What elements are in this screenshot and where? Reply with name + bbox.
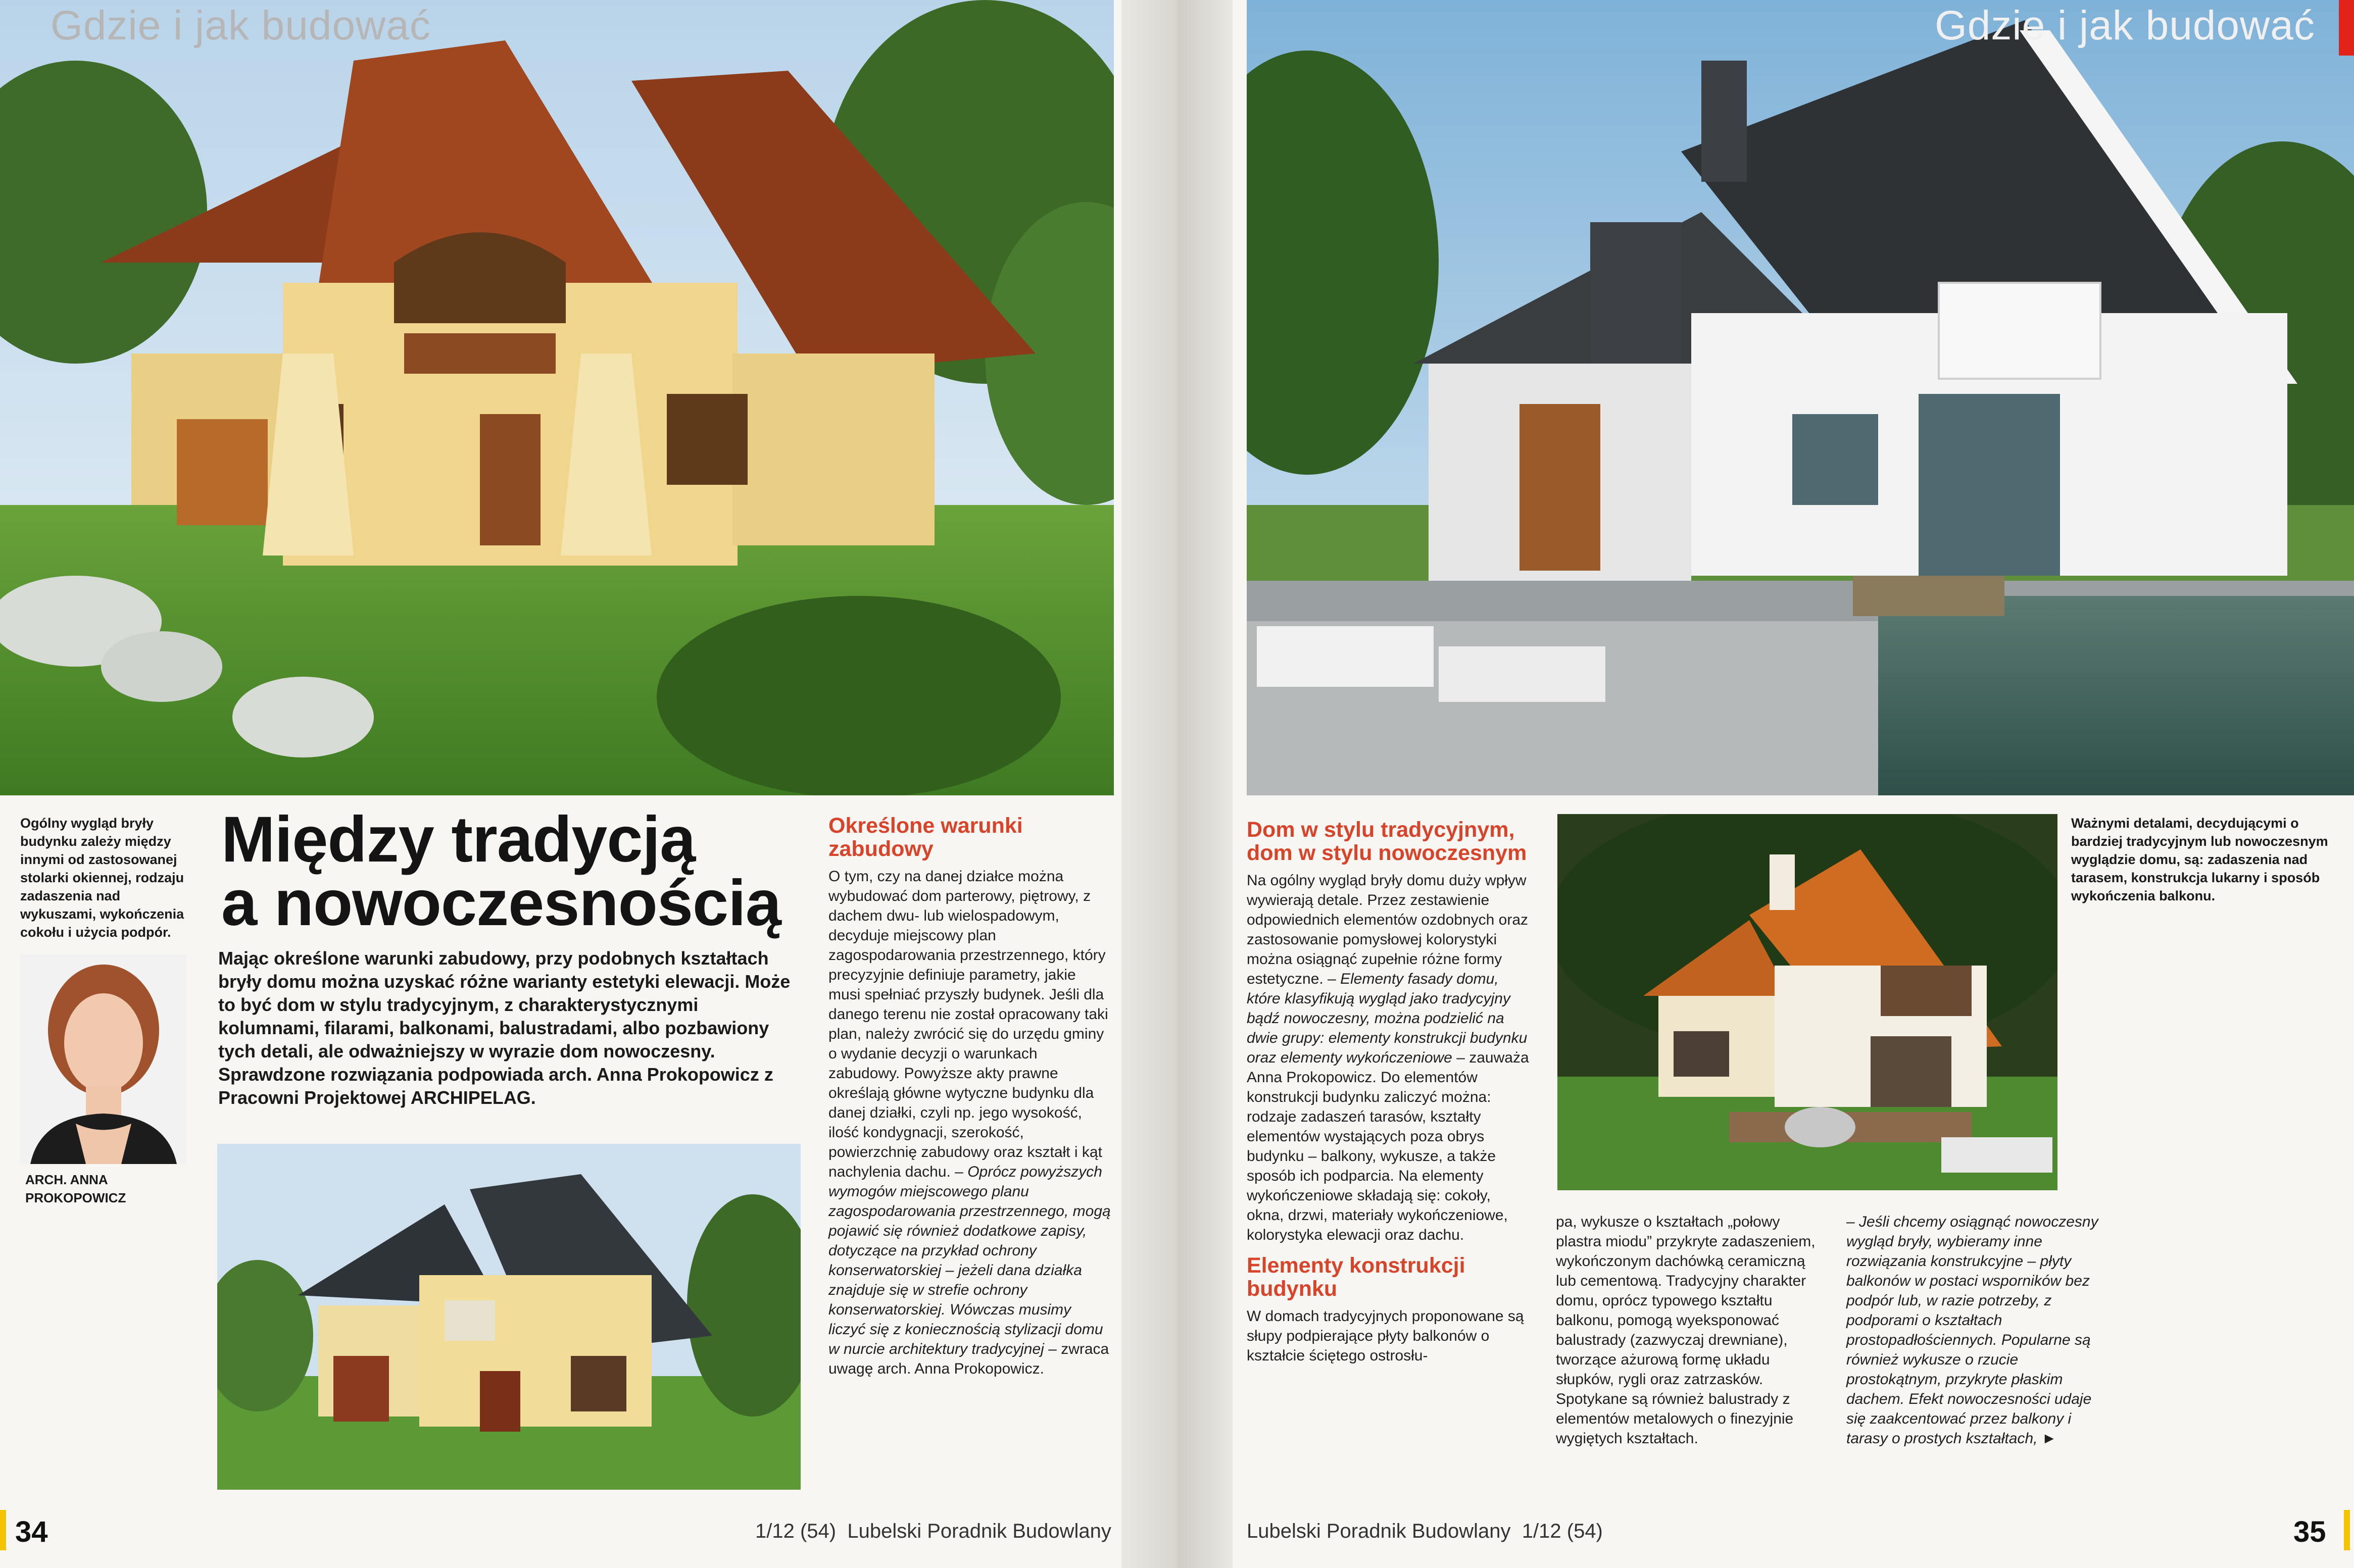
title-line-1: Między tradycją <box>221 803 696 876</box>
subhead-warunki: Określone warunki zabudowy <box>828 814 1023 861</box>
page-number: 34 <box>15 1515 48 1548</box>
section-label: Gdzie i jak budować <box>51 3 431 48</box>
right-page <box>1233 0 2354 1568</box>
left-page <box>0 0 1121 1568</box>
column-text-end: – zauważa Anna Prokopowicz. Do elementów konstrukcji budynku zaliczyć można: rodzaje zadaszeń tarasów, kształty elementów wystających poza obrys budynku – balkony, wykusze, a także sposób ich podparcia. Na elementy wykończeniowe składają się: cokoły, okna, drzwi, materiały wykończeniowe, kolorystyka elewacji oraz dachu. <box>1247 1049 1529 1243</box>
column-zabudowa <box>828 814 1111 1379</box>
column-text: O tym, czy na danej działce można wybudować dom parterowy, piętrowy, z dachem dwu- lub wielospadowym, decyduje miejscowy plan zagospodarowania przestrzennego, który precyzyjnie definiuje parametry, jakie musi spełniać przyszły budynek. Jeśli dla danego terenu nie został opracowany taki plan, należy zwrócić się do urzędu gminy o wydanie decyzji o warunkach zabudowy. Powyższe akty prawne określają główne wytyczne budynku dla danej działki, czyli np. jego wysokość, ilość kondygnacji, szerokość, powierzchnię zabudowy oraz kształt i kąt nachylenia dachu. – <box>828 868 1108 1180</box>
lead-paragraph: Mając określone warunki zabudowy, przy podobnych kształtach bryły domu można uzyskać różne warianty estetyki elewacji. Może to być dom w stylu tradycyjnym, z charakterystycznymi kolumnami, filarami, balkonami, balustradami, albo pozbawiony tych detali, ale odważniejszy w wyrazie dom nowoczesny. Sprawdzone rozwiązania podpowiada arch. Anna Prokopowicz z Pracowni Projektowej ARCHIPELAG. <box>218 948 791 1108</box>
photo-house-dark-roof <box>217 1144 801 1490</box>
footer-issue: 1/12 (54) <box>1522 1520 1603 1542</box>
column-quote: Elementy fasady domu, które klasyfikują wygląd jako tradycyjny bądź nowoczesny, można podzielić na dwie grupy: elementy konstrukcji budynku oraz elementy wykończeniowe <box>1247 971 1528 1066</box>
continue-arrow: ► <box>2041 1430 2057 1447</box>
spine <box>1121 0 1233 1568</box>
page-number: 35 <box>2293 1515 2326 1548</box>
footer-issue: 1/12 (54) <box>755 1520 837 1542</box>
column-styles <box>1247 818 1530 1365</box>
section-tab <box>2339 0 2354 56</box>
page-marker <box>0 1510 6 1550</box>
column-text-2: W domach tradycyjnych proponowane są słupy podpierające płyty balkonów o kształcie ściętego ostrosłu- <box>1247 1308 1524 1364</box>
section-label: Gdzie i jak budować <box>1935 3 2315 48</box>
footer <box>1247 1520 1603 1543</box>
author-portrait <box>20 954 187 1164</box>
footer <box>755 1520 1111 1543</box>
page-title <box>221 803 807 939</box>
photo-orange-roof-house <box>1557 814 2057 1190</box>
photo-caption: Ważnymi detalami, decydującymi o bardziej tradycyjnym lub nowoczesnym wyglądzie domu, są: zadaszenia nad tarasem, konstrukcja lukarny i sposób wykończenia balkonu. <box>2071 816 2328 903</box>
photo-traditional-house <box>0 0 1114 795</box>
footer-title: Lubelski Poradnik Budowlany <box>1247 1520 1511 1542</box>
column-text: Na ogólny wygląd bryły domu duży wpływ wywierają detale. Przez zestawienie odpowiednich elementów ozdobnych oraz zastosowanie pomysłowej kolorystyki można osiągnąć zupełnie różne formy estetyczne. – <box>1247 872 1529 987</box>
author-caption: ARCH. ANNA PROKOPOWICZ <box>25 1172 126 1205</box>
column-continued <box>1556 1212 1819 1448</box>
subhead-style: Dom w stylu tradycyjnym, dom w stylu nowoczesnym <box>1247 818 1527 865</box>
column-modern <box>1846 1212 2104 1448</box>
page-marker <box>2344 1510 2350 1550</box>
photo-modern-house <box>1247 0 2354 795</box>
column-quote: – Jeśli chcemy osiągnąć nowoczesny wygląd bryły, wybieramy inne rozwiązania konstrukcyjne – płyty balkonów w postaci wsporników bez podpór lub, w razie potrzeby, z podporami o kształtach prostopadłościennych. Popularne są również wykusze o rzucie prostokątnym, przykryte płaskim dachem. Efekt nowoczesności udaje się zaakcentować przez balkony i tarasy o prostych kształtach, <box>1846 1213 2098 1447</box>
column-quote: Oprócz powyższych wymogów miejscowego planu zagospodarowania przestrzennego, mogą pojawić się również dodatkowe zapisy, dotyczące na przykład ochrony konserwatorskiej – jeżeli dana działka znajduje się w strefie ochrony konserwatorskiej. Wówczas musimy liczyć się z koniecznością stylizacji domu w nurcie architektury tradycyjnej <box>828 1164 1111 1357</box>
title-line-2: a nowoczesnością <box>221 867 781 939</box>
photo-caption: Ogólny wygląd bryły budynku zależy między innymi od zastosowanej stolarki okiennej, rodzaju zadaszenia nad wykuszami, wykończenia cokołu i użycia podpór. <box>20 816 184 940</box>
column-text-end: – zwraca uwagę arch. Anna Prokopowicz. <box>828 1341 1109 1377</box>
footer-title: Lubelski Poradnik Budowlany <box>847 1520 1111 1542</box>
subhead-konstrukcja: Elementy konstrukcji budynku <box>1247 1253 1465 1301</box>
column-text: pa, wykusze o kształtach „połowy plastra miodu” przykryte zadaszeniem, wykończonym dachówką ceramiczną lub cementową. Tradycyjny charakter domu, oprócz typowego kształtu balkonu, pomogą wyeksponować balustrady (zazwyczaj drewniane), tworzące ażurową formę układu słupków, rygli oraz zatrzasków. Spotykane są również balustrady z elementów metalowych o finezyjnie wygiętych kształtach. <box>1556 1213 1816 1447</box>
